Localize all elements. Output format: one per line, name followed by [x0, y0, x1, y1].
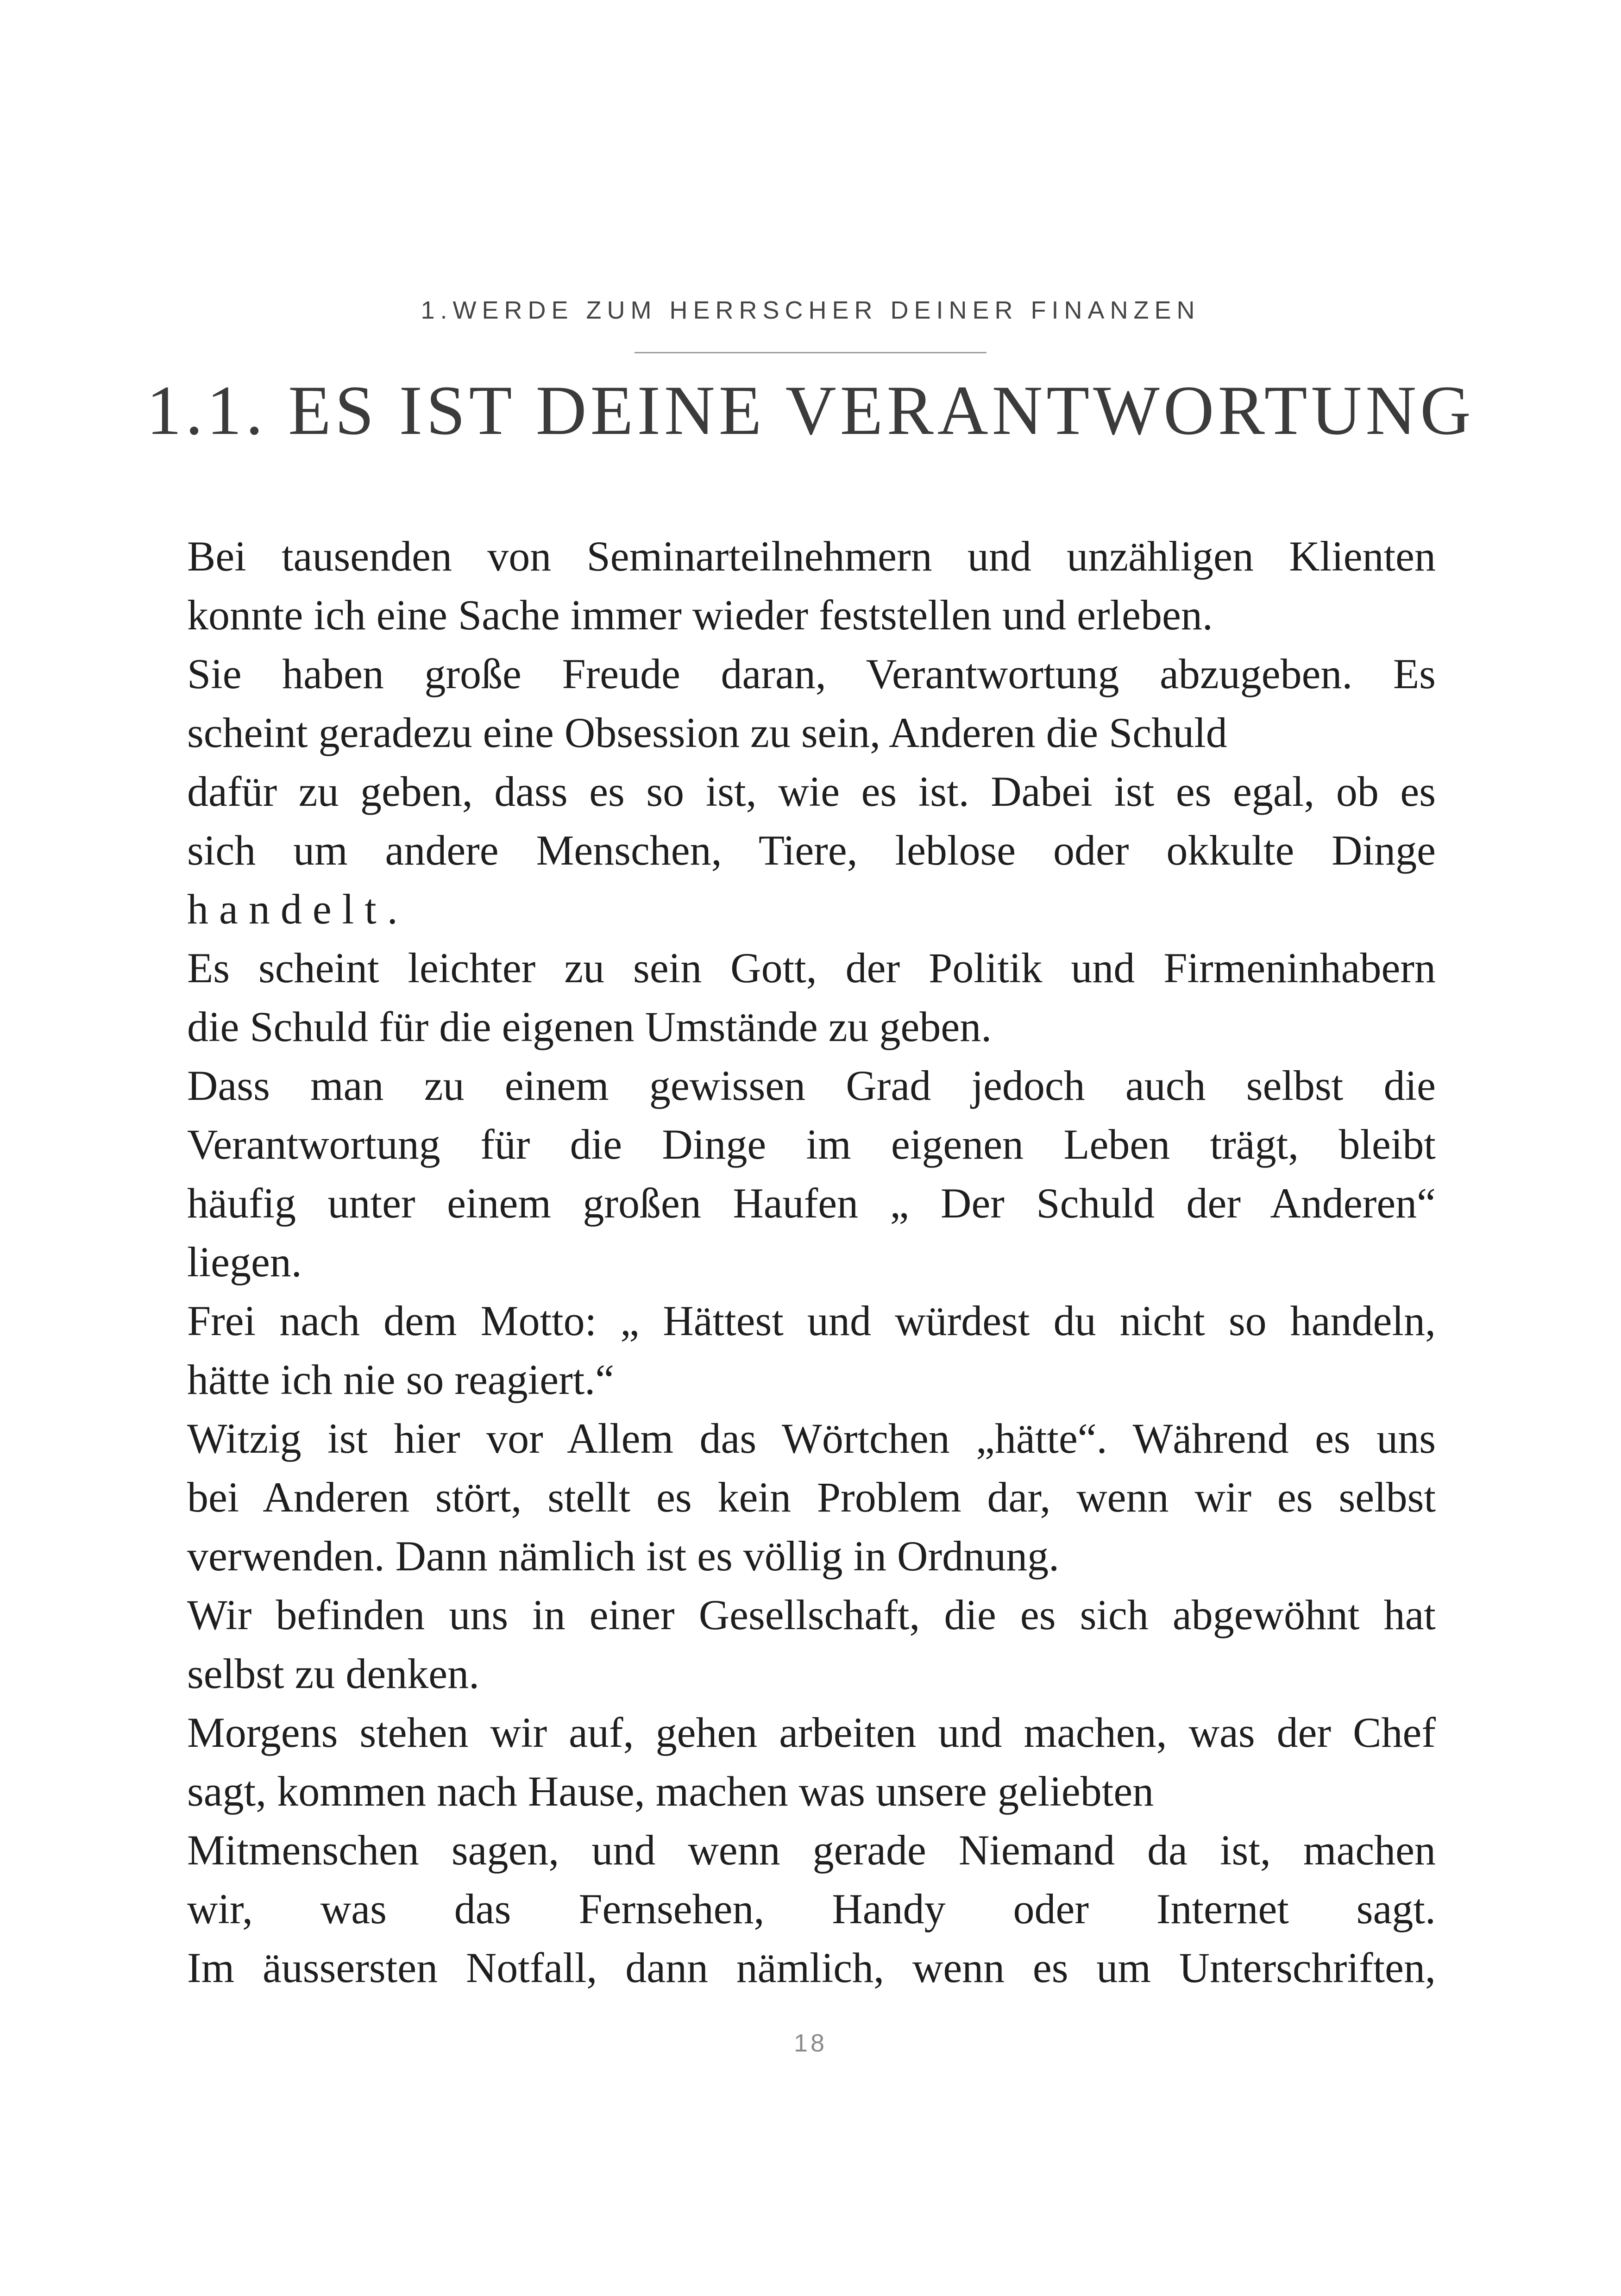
body-line: bei Anderen stört, stellt es kein Problem dar, wenn wir es selbst: [187, 1474, 1436, 1521]
page-number: 18: [793, 2029, 828, 2057]
section-title: 1.1. ES IST DEINE VERANTWORTUNG: [146, 371, 1475, 449]
body-line: Es scheint leichter zu sein Gott, der Politik und Firmeninhabern: [187, 944, 1436, 991]
body-line: häufig unter einem großen Haufen „ Der Schuld der Anderen“: [187, 1179, 1436, 1227]
body-line: sagt, kommen nach Hause, machen was unsere geliebten: [187, 1768, 1154, 1815]
body-line: scheint geradezu eine Obsession zu sein, Anderen die Schuld: [187, 709, 1227, 756]
body-line: Im äussersten Notfall, dann nämlich, wenn es um Unterschriften,: [187, 1944, 1436, 1991]
body-line: sich um andere Menschen, Tiere, leblose oder okkulte Dinge: [187, 827, 1436, 874]
chapter-divider: [635, 352, 986, 353]
body-line: wir, was das Fernsehen, Handy oder Internet sagt.: [187, 1885, 1436, 1932]
body-text: [187, 527, 1436, 1997]
body-line: liegen.: [187, 1238, 302, 1286]
body-line: verwenden. Dann nämlich ist es völlig in Ordnung.: [187, 1532, 1060, 1580]
body-line: konnte ich eine Sache immer wieder feststellen und erleben.: [187, 591, 1213, 639]
body-line: Frei nach dem Motto: „ Hättest und würdest du nicht so handeln,: [187, 1297, 1436, 1344]
body-line: Bei tausenden von Seminarteilnehmern und unzähligen Klienten: [187, 533, 1436, 580]
body-line: dafür zu geben, dass es so ist, wie es ist. Dabei ist es egal, ob es: [187, 768, 1436, 815]
body-line: Dass man zu einem gewissen Grad jedoch auch selbst die: [187, 1062, 1436, 1109]
body-line: hätte ich nie so reagiert.“: [187, 1356, 615, 1403]
body-line: Sie haben große Freude daran, Verantwortung abzugeben. Es: [187, 650, 1436, 697]
body-line: Mitmenschen sagen, und wenn gerade Niemand da ist, machen: [187, 1826, 1436, 1874]
body-line: h a n d e l t .: [187, 885, 398, 933]
body-line: Wir befinden uns in einer Gesellschaft, die es sich abgewöhnt hat: [187, 1591, 1436, 1638]
body-line: Verantwortung für die Dinge im eigenen Leben trägt, bleibt: [187, 1121, 1436, 1168]
chapter-label: 1.WERDE ZUM HERRSCHER DEINER FINANZEN: [421, 296, 1200, 324]
body-line: Morgens stehen wir auf, gehen arbeiten und machen, was der Chef: [187, 1709, 1436, 1756]
body-line: die Schuld für die eigenen Umstände zu geben.: [187, 1003, 992, 1050]
body-line: selbst zu denken.: [187, 1650, 480, 1697]
body-line: Witzig ist hier vor Allem das Wörtchen „hätte“. Während es uns: [187, 1415, 1436, 1462]
